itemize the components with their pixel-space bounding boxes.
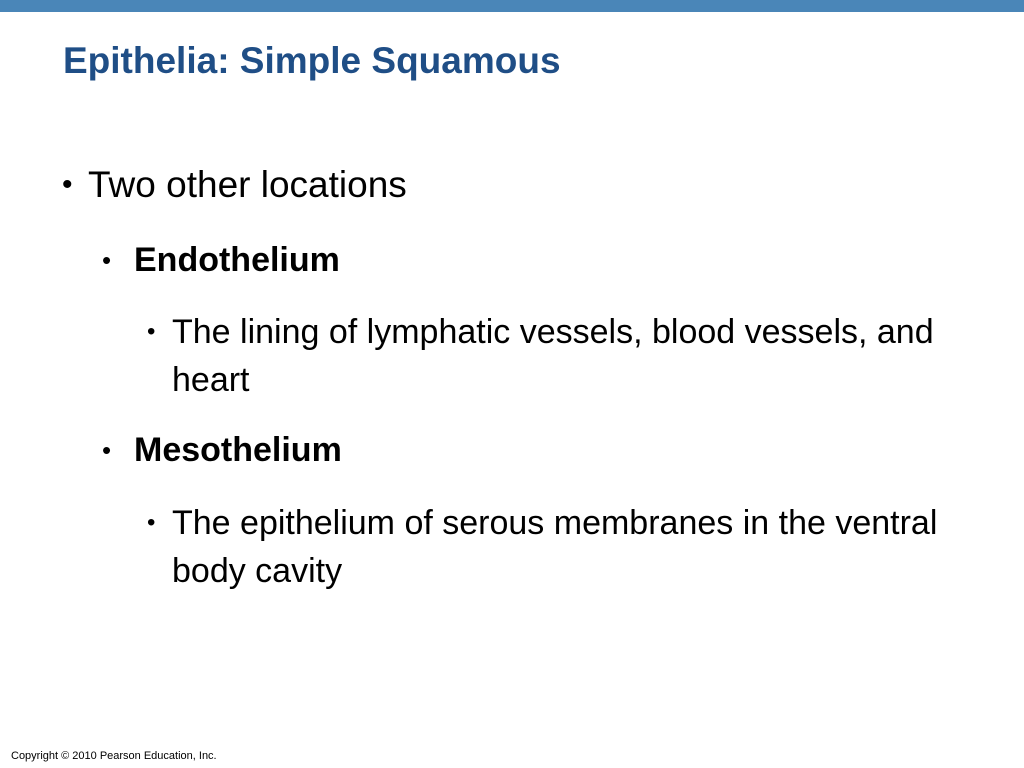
bullet-icon: • (147, 509, 156, 536)
bullet-mesothelium (102, 428, 342, 473)
copyright-notice: Copyright © 2010 Pearson Education, Inc. (11, 750, 217, 762)
top-accent-bar (0, 0, 1024, 12)
bullet-text: Two other locations (88, 164, 407, 205)
term-mesothelium: Mesothelium (134, 431, 342, 469)
bullet-endothelium-description (147, 308, 977, 404)
slide-title: Epithelia: Simple Squamous (63, 40, 561, 81)
bullet-endothelium (102, 238, 340, 283)
bullet-mesothelium-description (147, 499, 977, 595)
bullet-icon: • (62, 168, 73, 201)
bullet-icon: • (147, 318, 156, 345)
bullet-level-1 (62, 160, 407, 210)
mesothelium-description: The epithelium of serous membranes in the ventral body cavity (172, 504, 938, 590)
term-endothelium: Endothelium (134, 241, 340, 279)
endothelium-description: The lining of lymphatic vessels, blood vessels, and heart (172, 313, 934, 399)
bullet-icon: • (102, 245, 112, 275)
bullet-icon: • (102, 435, 112, 465)
